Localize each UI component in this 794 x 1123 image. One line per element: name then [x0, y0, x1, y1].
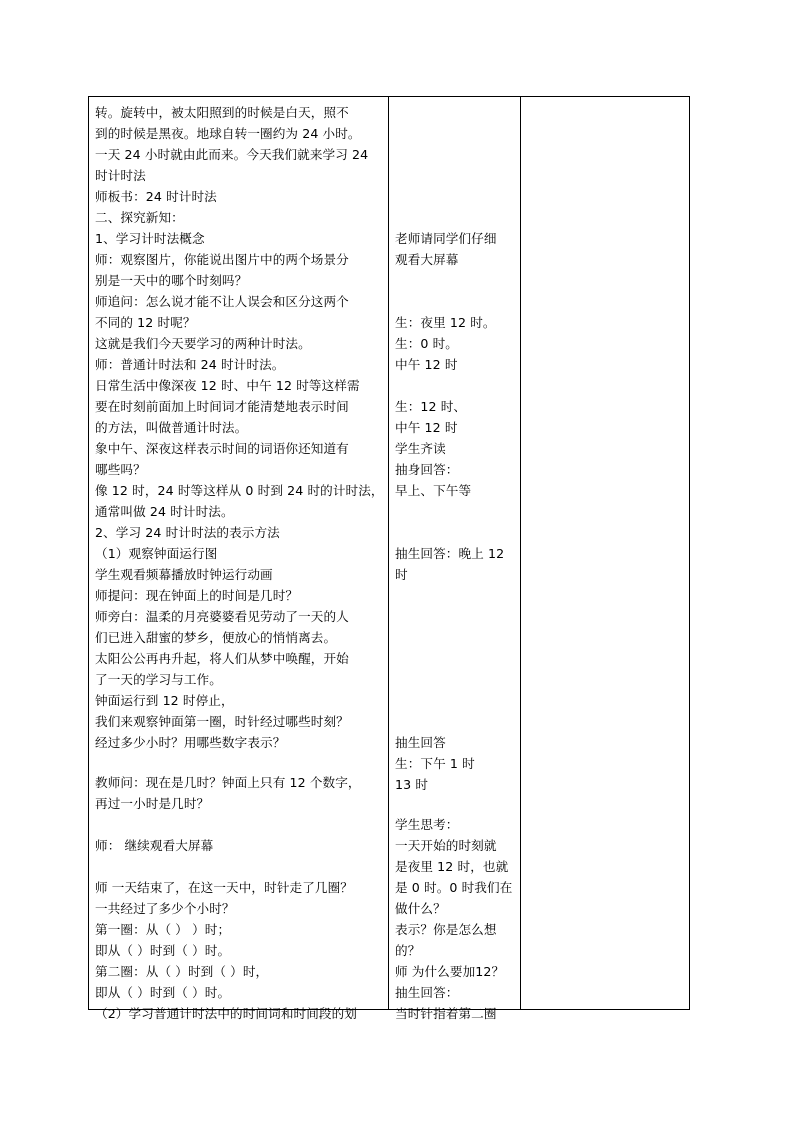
- student-text-line: 生：下午 1 时: [395, 756, 475, 771]
- student-text-line: 生：夜里 12 时。: [395, 315, 496, 330]
- student-text-line: 是夜里 12 时，也就: [395, 859, 509, 874]
- teacher-activity-column: [95, 97, 385, 1021]
- student-text-line: 做什么？: [395, 901, 446, 916]
- teacher-text-line: 师：观察图片，你能说出图片中的两个场景分: [95, 252, 349, 267]
- teacher-text-line: 哪些吗？: [95, 462, 146, 477]
- teacher-text-line: 通常叫做 24 时计时法。: [95, 504, 234, 519]
- student-text-line: 生：0 时。: [395, 336, 458, 351]
- teacher-text-line: 了一天的学习与工作。: [95, 672, 222, 687]
- teacher-text-line: 2、学习 24 时计时法的表示方法: [95, 525, 280, 540]
- teacher-text-line: 第一圈：从（ ） ）时；: [95, 922, 231, 937]
- teacher-text-line: 的方法，叫做普通计时法。: [95, 420, 248, 435]
- teacher-text-line: 师旁白：温柔的月亮婆婆看见劳动了一天的人: [95, 609, 349, 624]
- teacher-text-line: 这就是我们今天要学习的两种计时法。: [95, 336, 311, 351]
- student-text-line: 是 0 时。0 时我们在: [395, 880, 513, 895]
- column-divider-1: [388, 97, 389, 1009]
- student-text-line: 学生思考：: [395, 817, 459, 832]
- teacher-text-line: 到的时候是黑夜。地球自转一圈约为 24 小时。: [95, 126, 361, 141]
- teacher-text-line: 师板书：24 时计时法: [95, 189, 217, 204]
- teacher-text-line: 一天 24 小时就由此而来。今天我们就来学习 24: [95, 147, 369, 162]
- teacher-text-line: 再过一小时是几时？: [95, 796, 210, 811]
- teacher-text-line: 日常生活中像深夜 12 时、中午 12 时等这样需: [95, 378, 360, 393]
- teacher-text-line: 要在时刻前面加上时间词才能清楚地表示时间: [95, 399, 349, 414]
- teacher-text-line: 别是一天中的哪个时刻吗？: [95, 273, 248, 288]
- student-text-line: 一天开始的时刻就: [395, 838, 497, 853]
- teacher-text-line: 不同的 12 时呢？: [95, 315, 196, 330]
- teacher-text-line: 1、学习计时法概念: [95, 231, 205, 246]
- teacher-text-line: 钟面运行到 12 时停止，: [95, 693, 234, 708]
- teacher-text-line: 即从（ ）时到（ ）时。: [95, 943, 231, 958]
- student-text-line: 抽生回答: [395, 735, 446, 750]
- teacher-text-line: 师提问：现在钟面上的时间是几时？: [95, 588, 299, 603]
- student-text-line: 表示？你是怎么想: [395, 922, 497, 937]
- student-text-line: 中午 12 时: [395, 357, 458, 372]
- student-text-line: 生：12 时、: [395, 399, 467, 414]
- teacher-text-line: 太阳公公再冉升起，将人们从梦中唤醒，开始: [95, 651, 349, 666]
- student-text-line: 13 时: [395, 777, 429, 792]
- teacher-text-line: （1）观察钟面运行图: [95, 546, 218, 561]
- student-text-line: 观看大屏幕: [395, 252, 459, 267]
- teacher-text-line: 象中午、深夜这样表示时间的词语你还知道有: [95, 441, 349, 456]
- teacher-text-line: 们已进入甜蜜的梦乡，便放心的悄悄离去。: [95, 630, 337, 645]
- column-divider-2: [520, 97, 521, 1009]
- lesson-plan-table: [88, 96, 690, 1021]
- teacher-text-line: 第二圈：从（ ）时到（ ）时，: [95, 964, 269, 979]
- teacher-text-line: 我们来观察钟面第一圈，时针经过哪些时刻？: [95, 714, 349, 729]
- student-text-line: 抽身回答：: [395, 462, 459, 477]
- student-text-line: 当时针指着第二圈: [395, 1006, 497, 1021]
- student-text-line: 抽生回答：晚上 12: [395, 546, 505, 561]
- student-text-line: 时: [395, 567, 408, 582]
- student-text-line: 师 为什么要加12？: [395, 964, 505, 979]
- teacher-text-line: 师： 继续观看大屏幕: [95, 838, 214, 853]
- teacher-text-line: 经过多少小时？用哪些数字表示？: [95, 735, 286, 750]
- remarks-column: [522, 97, 682, 1009]
- student-text-line: 抽生回答：: [395, 985, 459, 1000]
- teacher-text-line: 转。旋转中，被太阳照到的时候是白天，照不: [95, 105, 349, 120]
- teacher-text-line: 师 一天结束了，在这一天中，时针走了几圈？: [95, 880, 353, 895]
- teacher-text-line: 教师问：现在是几时？钟面上只有 12 个数字，: [95, 775, 361, 790]
- teacher-text-line: 师：普通计时法和 24 时计时法。: [95, 357, 285, 372]
- teacher-text-line: 即从（ ）时到（ ）时。: [95, 985, 231, 1000]
- teacher-text-line: 时计时法: [95, 168, 146, 183]
- student-text-line: 的？: [395, 943, 421, 958]
- teacher-text-line: 学生观看频幕播放时钟运行动画: [95, 567, 273, 582]
- student-text-line: 中午 12 时: [395, 420, 458, 435]
- student-text-line: 早上、下午等: [395, 483, 472, 498]
- teacher-text-line: 像 12 时，24 时等这样从 0 时到 24 时的计时法，: [95, 483, 384, 498]
- student-text-line: 学生齐读: [395, 441, 446, 456]
- teacher-text-line: 二、探究新知：: [95, 210, 184, 225]
- teacher-text-line: 一共经过了多少个小时？: [95, 901, 235, 916]
- student-text-line: 老师请同学们仔细: [395, 231, 497, 246]
- teacher-text-line: （2）学习普通计时法中的时间词和时间段的划: [95, 1006, 357, 1021]
- student-activity-column: [395, 97, 519, 1021]
- teacher-text-line: 师追问：怎么说才能不让人误会和区分这两个: [95, 294, 349, 309]
